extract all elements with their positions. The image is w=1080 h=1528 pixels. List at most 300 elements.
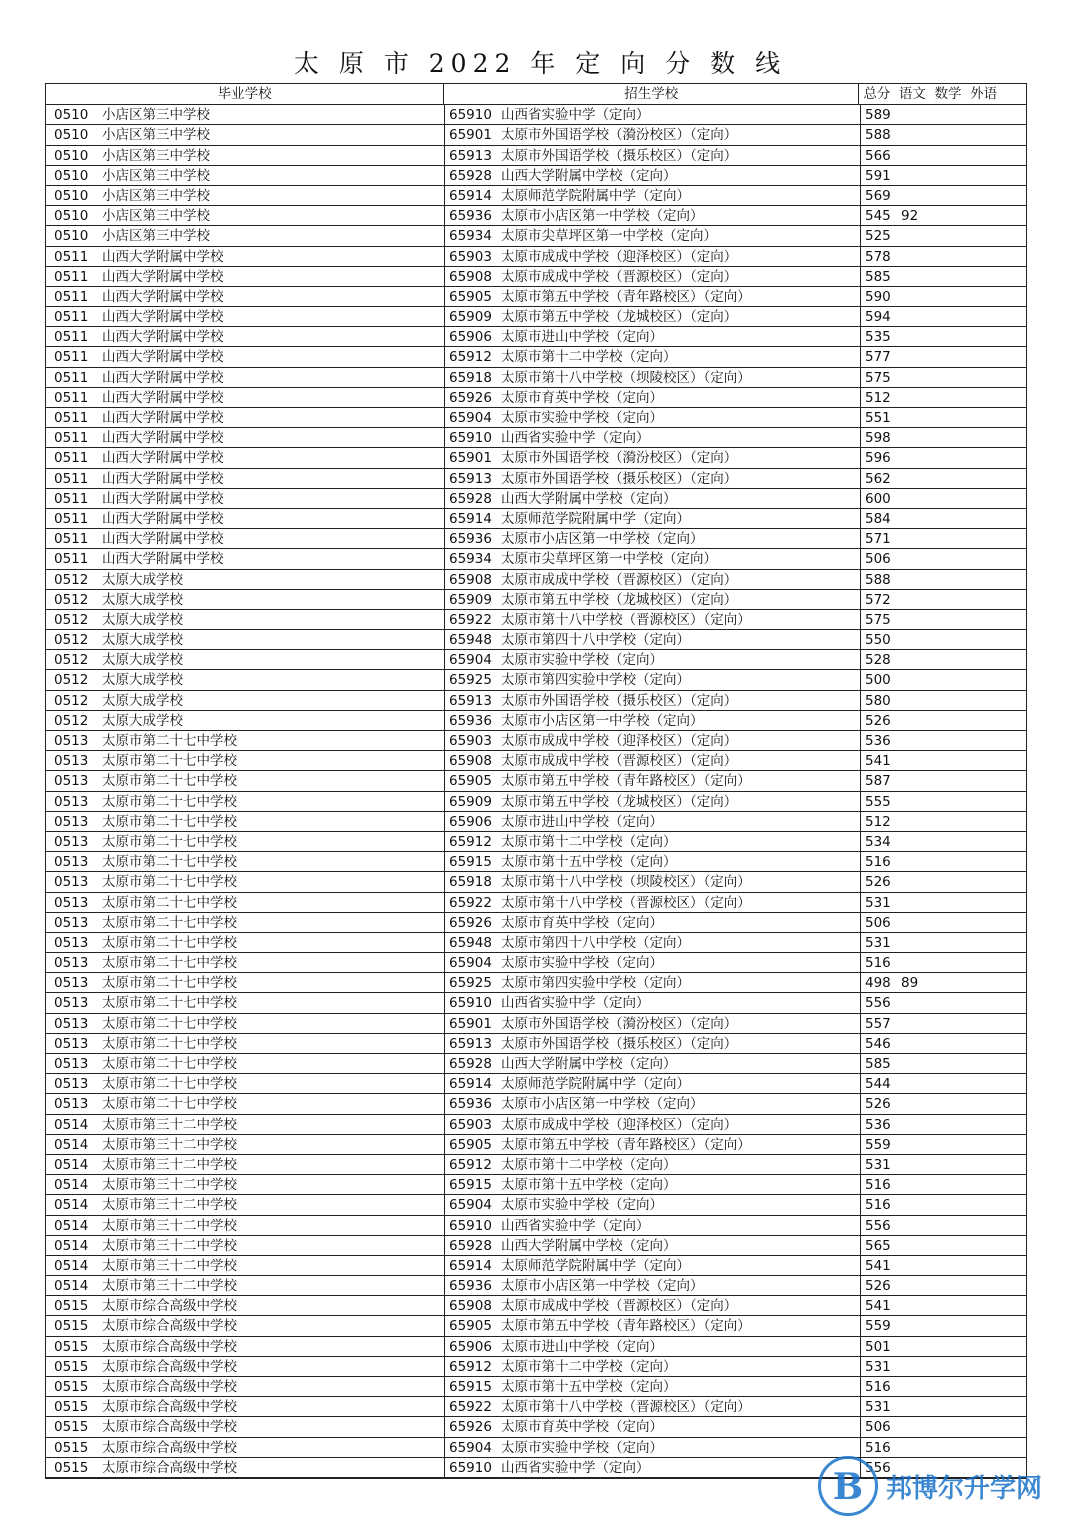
total-score: 498: [865, 975, 891, 992]
english-score: [981, 267, 1026, 286]
enroll-school-cell: [445, 650, 861, 669]
grad-school-cell: [46, 307, 445, 326]
enroll-school-cell: [445, 1357, 861, 1376]
enroll-school-name: 太原市第十八中学校（晋源校区）（定向）: [501, 894, 751, 911]
english-score: [981, 731, 1026, 750]
english-score: [981, 489, 1026, 508]
enroll-school-cell: [445, 953, 861, 972]
enroll-school-code: 65904: [449, 1197, 492, 1214]
total-score: 551: [865, 410, 891, 426]
grad-school-name: 山西大学附属中学校: [102, 329, 224, 346]
enroll-school-name: 太原市第四十八中学校（定向）: [501, 934, 690, 951]
grad-school-cell: [46, 469, 445, 488]
enroll-school-code: 65915: [449, 1177, 492, 1194]
grad-school-code: 0511: [54, 490, 89, 507]
table-row: [46, 549, 1026, 569]
math-score: [941, 327, 981, 346]
enroll-school-name: 太原市第十二中学校（定向）: [501, 349, 677, 366]
chinese-score: [901, 388, 941, 407]
grad-school-code: 0513: [54, 854, 89, 871]
header-score-cols: 总分 语文 数学 外语: [863, 86, 998, 102]
english-score: [981, 1074, 1026, 1093]
enroll-school-code: 65913: [449, 1035, 492, 1052]
enroll-school-name: 山西省实验中学（定向）: [501, 1459, 650, 1476]
total-score: 525: [865, 228, 891, 245]
math-score: [941, 1054, 981, 1073]
grad-school-code: 0511: [54, 410, 89, 426]
enroll-school-cell: [445, 307, 861, 326]
enroll-school-cell: [445, 691, 861, 710]
total-score: 544: [865, 1076, 891, 1093]
grad-school-name: 太原市第二十七中学校: [102, 1076, 237, 1093]
enroll-school-code: 65913: [449, 147, 492, 164]
grad-school-cell: [46, 670, 445, 689]
enroll-school-cell: [445, 1115, 861, 1134]
chinese-score: [901, 1236, 941, 1255]
enroll-school-code: 65901: [449, 1015, 492, 1032]
table-row: [46, 1417, 1026, 1437]
enroll-school-name: 太原市进山中学校（定向）: [501, 329, 663, 346]
enroll-school-name: 太原师范学院附属中学（定向）: [501, 187, 690, 204]
enroll-school-code: 65909: [449, 591, 492, 608]
enroll-school-name: 山西大学附属中学校（定向）: [501, 167, 677, 184]
math-score: [941, 993, 981, 1012]
total-score: 535: [865, 329, 891, 346]
english-score: [981, 146, 1026, 165]
english-score: [981, 973, 1026, 992]
chinese-score: [901, 1155, 941, 1174]
math-score: [941, 125, 981, 144]
math-score: [941, 1337, 981, 1356]
grad-school-name: 太原大成学校: [102, 672, 183, 689]
grad-school-cell: [46, 529, 445, 548]
math-score: [941, 1276, 981, 1295]
chinese-score: [901, 105, 941, 124]
table-row: [46, 489, 1026, 509]
grad-school-name: 太原市综合高级中学校: [102, 1358, 237, 1375]
english-score: [981, 105, 1026, 124]
enroll-school-name: 太原市第十二中学校（定向）: [501, 1156, 677, 1173]
english-score: [981, 1135, 1026, 1154]
enroll-school-cell: [445, 590, 861, 609]
grad-school-code: 0513: [54, 1096, 89, 1113]
enroll-school-cell: [445, 166, 861, 185]
chinese-score: [901, 1135, 941, 1154]
table-row: [46, 368, 1026, 388]
grad-school-code: 0514: [54, 1237, 89, 1254]
english-score: [981, 812, 1026, 831]
table-row: [46, 186, 1026, 206]
total-score: 565: [865, 1237, 891, 1254]
grad-school-code: 0513: [54, 1035, 89, 1052]
total-score: 577: [865, 349, 891, 366]
grad-school-name: 山西大学附属中学校: [102, 248, 224, 265]
grad-school-cell: [46, 1438, 445, 1457]
grad-school-code: 0514: [54, 1217, 89, 1234]
enroll-school-name: 太原市进山中学校（定向）: [501, 813, 663, 830]
enroll-school-name: 太原市尖草坪区第一中学校（定向）: [501, 228, 717, 245]
enroll-school-code: 65934: [449, 551, 492, 568]
enroll-school-name: 太原市成成中学校（迎泽校区）（定向）: [501, 733, 738, 749]
english-score: [981, 1256, 1026, 1275]
english-score: [981, 570, 1026, 589]
math-score: [941, 570, 981, 589]
chinese-score: [901, 630, 941, 649]
english-score: [981, 650, 1026, 669]
enroll-school-cell: [445, 812, 861, 831]
enroll-school-cell: [445, 1236, 861, 1255]
enroll-school-code: 65925: [449, 672, 492, 689]
enroll-school-code: 65922: [449, 894, 492, 911]
chinese-score: [901, 1357, 941, 1376]
grad-school-name: 太原市综合高级中学校: [102, 1419, 237, 1436]
enroll-school-code: 65908: [449, 753, 492, 770]
enroll-school-name: 太原市实验中学校（定向）: [501, 410, 663, 426]
english-score: [981, 347, 1026, 366]
grad-school-code: 0510: [54, 208, 89, 225]
grad-school-name: 太原市综合高级中学校: [102, 1399, 237, 1416]
grad-school-name: 山西大学附属中学校: [102, 490, 224, 507]
math-score: [941, 691, 981, 710]
enroll-school-cell: [445, 993, 861, 1012]
chinese-score: [901, 650, 941, 669]
enroll-school-cell: [445, 529, 861, 548]
total-score: 557: [865, 1015, 891, 1032]
grad-school-cell: [46, 1256, 445, 1275]
grad-school-cell: [46, 993, 445, 1012]
english-score: [981, 590, 1026, 609]
chinese-score: [901, 368, 941, 387]
grad-school-code: 0515: [54, 1338, 89, 1355]
table-row: [46, 711, 1026, 731]
table-row: [46, 206, 1026, 226]
enroll-school-cell: [445, 1337, 861, 1356]
grad-school-name: 太原市第三十二中学校: [102, 1197, 237, 1214]
math-score: [941, 1094, 981, 1113]
grad-school-code: 0511: [54, 450, 89, 467]
grad-school-name: 太原大成学校: [102, 712, 183, 729]
chinese-score: [901, 1175, 941, 1194]
table-row: [46, 146, 1026, 166]
chinese-score: [901, 993, 941, 1012]
score-table: [45, 83, 1027, 1479]
chinese-score: [901, 792, 941, 811]
chinese-score: [901, 751, 941, 770]
grad-school-cell: [46, 146, 445, 165]
enroll-school-code: 65910: [449, 995, 492, 1012]
grad-school-cell: [46, 388, 445, 407]
table-row: [46, 347, 1026, 367]
enroll-school-cell: [445, 267, 861, 286]
english-score: [981, 549, 1026, 568]
total-score: 556: [865, 1459, 891, 1476]
grad-school-code: 0511: [54, 268, 89, 285]
enroll-school-code: 65912: [449, 833, 492, 850]
table-row: [46, 1236, 1026, 1256]
enroll-school-cell: [445, 448, 861, 467]
math-score: [941, 1115, 981, 1134]
enroll-school-name: 太原师范学院附属中学（定向）: [501, 1257, 690, 1274]
grad-school-cell: [46, 1357, 445, 1376]
math-score: [941, 953, 981, 972]
grad-school-cell: [46, 347, 445, 366]
grad-school-code: 0515: [54, 1439, 89, 1456]
english-score: [981, 307, 1026, 326]
table-row: [46, 1195, 1026, 1215]
grad-school-name: 太原市第三十二中学校: [102, 1156, 237, 1173]
table-row: [46, 691, 1026, 711]
grad-school-cell: [46, 630, 445, 649]
grad-school-cell: [46, 287, 445, 306]
grad-school-code: 0512: [54, 571, 89, 588]
table-row: [46, 1094, 1026, 1114]
enroll-school-code: 65904: [449, 955, 492, 972]
table-row: [46, 1074, 1026, 1094]
grad-school-code: 0511: [54, 510, 89, 527]
chinese-score: [901, 1276, 941, 1295]
english-score: [981, 469, 1026, 488]
table-row: [46, 610, 1026, 630]
grad-school-cell: [46, 973, 445, 992]
grad-school-code: 0514: [54, 1257, 89, 1274]
enroll-school-cell: [445, 1155, 861, 1174]
table-row: [46, 428, 1026, 448]
enroll-school-cell: [445, 933, 861, 952]
enroll-school-name: 太原市成成中学校（迎泽校区）（定向）: [501, 1116, 738, 1133]
total-score: 572: [865, 591, 891, 608]
grad-school-name: 太原大成学校: [102, 591, 183, 608]
total-score: 546: [865, 1035, 891, 1052]
english-score: [981, 691, 1026, 710]
total-score: 512: [865, 389, 891, 406]
chinese-score: [901, 1438, 941, 1457]
grad-school-name: 太原市第二十七中学校: [102, 1096, 237, 1113]
table-row: [46, 913, 1026, 933]
enroll-school-cell: [445, 428, 861, 447]
enroll-school-cell: [445, 832, 861, 851]
grad-school-code: 0515: [54, 1419, 89, 1436]
enroll-school-cell: [445, 1135, 861, 1154]
grad-school-cell: [46, 226, 445, 245]
table-row: [46, 1014, 1026, 1034]
math-score: [941, 105, 981, 124]
grad-school-name: 太原市第三十二中学校: [102, 1257, 237, 1274]
enroll-school-cell: [445, 1216, 861, 1235]
grad-school-cell: [46, 267, 445, 286]
math-score: [941, 469, 981, 488]
chinese-score: [901, 146, 941, 165]
grad-school-name: 太原市第二十七中学校: [102, 733, 237, 749]
english-score: [981, 1195, 1026, 1214]
enroll-school-cell: [445, 1054, 861, 1073]
grad-school-name: 太原市第三十二中学校: [102, 1136, 237, 1153]
total-score: 566: [865, 147, 891, 164]
enroll-school-cell: [445, 105, 861, 124]
grad-school-code: 0515: [54, 1298, 89, 1315]
math-score: [941, 872, 981, 891]
enroll-school-name: 山西省实验中学（定向）: [501, 430, 650, 447]
grad-school-cell: [46, 448, 445, 467]
english-score: [981, 509, 1026, 528]
grad-school-name: 山西大学附属中学校: [102, 410, 224, 426]
grad-school-cell: [46, 1115, 445, 1134]
grad-school-name: 山西大学附属中学校: [102, 470, 224, 487]
grad-school-name: 太原市第三十二中学校: [102, 1116, 237, 1133]
grad-school-name: 小店区第三中学校: [102, 147, 210, 164]
total-score: 541: [865, 753, 891, 770]
grad-school-cell: [46, 247, 445, 266]
grad-school-name: 太原市第二十七中学校: [102, 975, 237, 992]
enroll-school-cell: [445, 973, 861, 992]
math-score: [941, 428, 981, 447]
enroll-school-code: 65909: [449, 309, 492, 326]
enroll-school-cell: [445, 489, 861, 508]
grad-school-name: 山西大学附属中学校: [102, 389, 224, 406]
grad-school-code: 0513: [54, 995, 89, 1012]
table-row: [46, 529, 1026, 549]
chinese-score: [901, 610, 941, 629]
enroll-school-name: 太原市第四实验中学校（定向）: [501, 975, 690, 992]
grad-school-name: 太原市第二十七中学校: [102, 874, 237, 891]
watermark: [818, 1456, 1042, 1516]
grad-school-cell: [46, 368, 445, 387]
grad-school-code: 0515: [54, 1459, 89, 1476]
math-score: [941, 650, 981, 669]
english-score: [981, 711, 1026, 730]
table-row: [46, 408, 1026, 428]
grad-school-cell: [46, 1216, 445, 1235]
grad-school-name: 太原大成学校: [102, 611, 183, 628]
english-score: [981, 993, 1026, 1012]
grad-school-cell: [46, 1236, 445, 1255]
math-score: [941, 1014, 981, 1033]
english-score: [981, 913, 1026, 932]
enroll-school-code: 65912: [449, 1358, 492, 1375]
grad-school-name: 山西大学附属中学校: [102, 369, 224, 386]
enroll-school-code: 65918: [449, 369, 492, 386]
chinese-score: [901, 1417, 941, 1436]
grad-school-name: 太原市第二十七中学校: [102, 894, 237, 911]
grad-school-cell: [46, 1014, 445, 1033]
math-score: [941, 388, 981, 407]
enroll-school-code: 65904: [449, 652, 492, 669]
enroll-school-code: 65908: [449, 571, 492, 588]
chinese-score: [901, 125, 941, 144]
enroll-school-code: 65928: [449, 1237, 492, 1254]
math-score: [941, 1236, 981, 1255]
grad-school-name: 山西大学附属中学校: [102, 268, 224, 285]
grad-school-name: 山西大学附属中学校: [102, 531, 224, 548]
enroll-school-name: 山西大学附属中学校（定向）: [501, 1056, 677, 1072]
chinese-score: [901, 509, 941, 528]
chinese-score: [901, 570, 941, 589]
english-score: [981, 186, 1026, 205]
english-score: [981, 1155, 1026, 1174]
enroll-school-name: 太原市外国语学校（摄乐校区）（定向）: [501, 147, 738, 164]
enroll-school-cell: [445, 1094, 861, 1113]
table-row: [46, 570, 1026, 590]
total-score: 591: [865, 167, 891, 184]
english-score: [981, 166, 1026, 185]
math-score: [941, 1296, 981, 1315]
enroll-school-cell: [445, 1195, 861, 1214]
enroll-school-code: 65914: [449, 1257, 492, 1274]
grad-school-cell: [46, 1276, 445, 1295]
chinese-score: [901, 489, 941, 508]
grad-school-cell: [46, 489, 445, 508]
english-score: [981, 408, 1026, 427]
math-score: [941, 812, 981, 831]
grad-school-cell: [46, 913, 445, 932]
chinese-score: [901, 469, 941, 488]
grad-school-code: 0512: [54, 632, 89, 649]
math-score: [941, 1074, 981, 1093]
grad-school-cell: [46, 1155, 445, 1174]
chinese-score: [901, 590, 941, 609]
grad-school-name: 小店区第三中学校: [102, 167, 210, 184]
grad-school-cell: [46, 1458, 445, 1477]
enroll-school-cell: [445, 872, 861, 891]
math-score: [941, 832, 981, 851]
enroll-school-name: 太原市第十五中学校（定向）: [501, 854, 677, 871]
grad-school-code: 0513: [54, 1056, 89, 1072]
grad-school-code: 0513: [54, 1015, 89, 1032]
grad-school-name: 太原大成学校: [102, 692, 183, 709]
chinese-score: [901, 1316, 941, 1335]
total-score: 585: [865, 1056, 891, 1072]
grad-school-cell: [46, 1296, 445, 1315]
enroll-school-name: 太原市第十二中学校（定向）: [501, 1358, 677, 1375]
english-score: [981, 1094, 1026, 1113]
grad-school-code: 0513: [54, 975, 89, 992]
chinese-score: [901, 1296, 941, 1315]
grad-school-code: 0511: [54, 369, 89, 386]
math-score: [941, 973, 981, 992]
enroll-school-code: 65922: [449, 1399, 492, 1416]
table-row: [46, 469, 1026, 489]
grad-school-cell: [46, 1074, 445, 1093]
chinese-score: [901, 832, 941, 851]
total-score: 594: [865, 309, 891, 326]
total-score: 526: [865, 1278, 891, 1295]
enroll-school-code: 65936: [449, 208, 492, 225]
enroll-school-cell: [445, 549, 861, 568]
watermark-logo-icon: B: [818, 1456, 878, 1516]
total-score: 534: [865, 833, 891, 850]
grad-school-cell: [46, 1337, 445, 1356]
enroll-school-code: 65915: [449, 1379, 492, 1395]
table-row: [46, 670, 1026, 690]
enroll-school-code: 65904: [449, 410, 492, 426]
math-score: [941, 146, 981, 165]
enroll-school-cell: [445, 670, 861, 689]
enroll-school-code: 65918: [449, 874, 492, 891]
grad-school-code: 0514: [54, 1156, 89, 1173]
grad-school-code: 0513: [54, 753, 89, 770]
enroll-school-code: 65926: [449, 1419, 492, 1436]
chinese-score: [901, 893, 941, 912]
total-score: 555: [865, 793, 891, 810]
english-score: [981, 529, 1026, 548]
grad-school-cell: [46, 650, 445, 669]
chinese-score: [901, 1115, 941, 1134]
enroll-school-code: 65906: [449, 1338, 492, 1355]
grad-school-cell: [46, 590, 445, 609]
english-score: [981, 1337, 1026, 1356]
math-score: [941, 1438, 981, 1457]
math-score: [941, 267, 981, 286]
grad-school-cell: [46, 549, 445, 568]
